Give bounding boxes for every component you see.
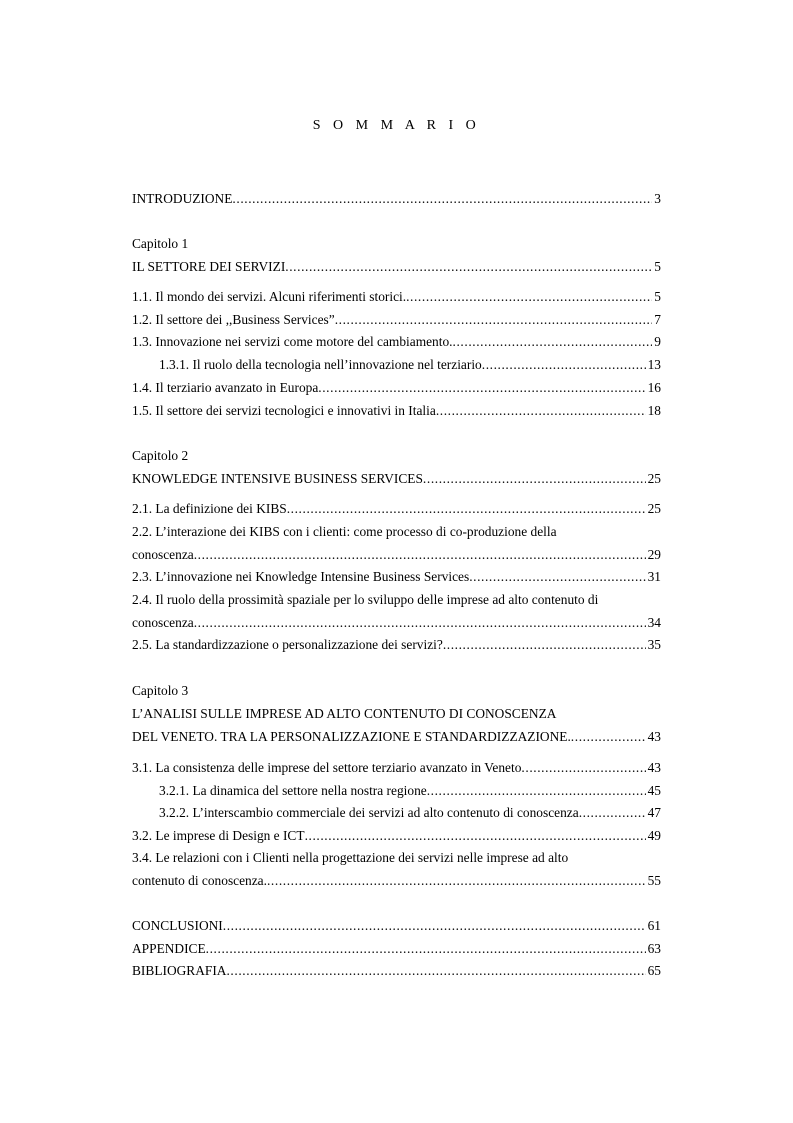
toc-page-number: 18 bbox=[647, 403, 661, 418]
dot-leader bbox=[571, 727, 646, 747]
toc-entry-first-line[interactable]: 2.2. L’interazione dei KIBS con i clienti: come processo di co-produzione della bbox=[132, 524, 557, 539]
toc-label: APPENDICE bbox=[132, 941, 206, 956]
dot-leader bbox=[305, 826, 646, 846]
dot-leader bbox=[194, 545, 646, 565]
dot-leader bbox=[579, 803, 646, 823]
dot-leader bbox=[285, 257, 652, 277]
toc-page-number: 7 bbox=[654, 312, 661, 327]
dot-leader bbox=[521, 758, 645, 778]
toc-page-number: 45 bbox=[647, 783, 661, 798]
toc-entry[interactable] bbox=[132, 499, 661, 519]
toc-entry[interactable] bbox=[132, 332, 661, 352]
toc-entry[interactable] bbox=[132, 287, 661, 307]
toc-page-number: 43 bbox=[647, 729, 661, 744]
toc-page-number: 61 bbox=[647, 918, 661, 933]
dot-leader bbox=[335, 310, 653, 330]
toc-page-number: 55 bbox=[647, 873, 661, 888]
toc-page-number: 13 bbox=[647, 357, 661, 372]
toc-chapter-title[interactable] bbox=[132, 257, 661, 277]
toc-entry[interactable] bbox=[132, 826, 661, 846]
dot-leader bbox=[427, 781, 646, 801]
toc-entry[interactable] bbox=[132, 758, 661, 778]
toc-subentry[interactable] bbox=[159, 355, 661, 375]
toc-chapter-title[interactable] bbox=[132, 727, 661, 747]
toc-label: CONCLUSIONI bbox=[132, 918, 223, 933]
toc-label: INTRODUZIONE bbox=[132, 191, 233, 206]
toc-entry[interactable] bbox=[132, 871, 661, 891]
toc-subentry[interactable] bbox=[159, 803, 661, 823]
toc-label: KNOWLEDGE INTENSIVE BUSINESS SERVICES bbox=[132, 471, 423, 486]
toc-page-number: 5 bbox=[654, 289, 661, 304]
toc-label: 1.4. Il terziario avanzato in Europa bbox=[132, 380, 319, 395]
toc-entry-first-line[interactable]: 3.4. Le relazioni con i Clienti nella progettazione dei servizi nelle imprese ad alto bbox=[132, 850, 569, 865]
toc-page-number: 3 bbox=[654, 191, 661, 206]
toc-page-number: 16 bbox=[647, 380, 661, 395]
chapter-heading: Capitolo 1 bbox=[132, 236, 189, 251]
toc-page-number: 63 bbox=[647, 941, 661, 956]
dot-leader bbox=[267, 871, 646, 891]
toc-page-number: 34 bbox=[647, 615, 661, 630]
toc-label: 1.5. Il settore dei servizi tecnologici e innovativi in Italia bbox=[132, 403, 436, 418]
toc-chapter-title-first-line[interactable]: L’ANALISI SULLE IMPRESE AD ALTO CONTENUTO DI CONOSCENZA bbox=[132, 706, 557, 721]
toc-entry-appendix[interactable] bbox=[132, 939, 661, 959]
chapter-heading: Capitolo 3 bbox=[132, 683, 189, 698]
chapter-heading: Capitolo 2 bbox=[132, 448, 189, 463]
toc-entry-bibliography[interactable] bbox=[132, 961, 661, 981]
toc-entry[interactable] bbox=[132, 310, 661, 330]
toc-entry[interactable] bbox=[132, 613, 661, 633]
toc-label: BIBLIOGRAFIA bbox=[132, 963, 227, 978]
dot-leader bbox=[453, 332, 653, 352]
toc-label: 3.2.1. La dinamica del settore nella nostra regione bbox=[159, 783, 427, 798]
dot-leader bbox=[206, 939, 646, 959]
toc-entry-conclusions[interactable] bbox=[132, 916, 661, 936]
toc-label: contenuto di conoscenza. bbox=[132, 873, 267, 888]
page-title: S O M M A R I O bbox=[312, 118, 481, 133]
toc-entry[interactable] bbox=[132, 635, 661, 655]
dot-leader bbox=[482, 355, 646, 375]
toc-entry[interactable] bbox=[132, 401, 661, 421]
dot-leader bbox=[232, 189, 652, 209]
dot-leader bbox=[406, 287, 652, 307]
toc-page-number: 25 bbox=[647, 471, 661, 486]
toc-page-number: 9 bbox=[654, 334, 661, 349]
toc-label: 2.5. La standardizzazione o personalizzazione dei servizi? bbox=[132, 637, 443, 652]
toc-subentry[interactable] bbox=[159, 781, 661, 801]
toc-page-number: 65 bbox=[647, 963, 661, 978]
toc-label: 1.1. Il mondo dei servizi. Alcuni riferimenti storici. bbox=[132, 289, 407, 304]
dot-leader bbox=[223, 916, 646, 936]
toc-entry[interactable] bbox=[132, 378, 661, 398]
toc-label: 1.3. Innovazione nei servizi come motore del cambiamento. bbox=[132, 334, 453, 349]
toc-page-number: 25 bbox=[647, 501, 661, 516]
toc-label: 3.2.2. L’interscambio commerciale dei servizi ad alto contenuto di conoscenza bbox=[159, 805, 579, 820]
toc-entry[interactable] bbox=[132, 545, 661, 565]
toc-label: 1.3.1. Il ruolo della tecnologia nell’innovazione nel terziario bbox=[159, 357, 482, 372]
toc-page-number: 47 bbox=[647, 805, 661, 820]
dot-leader bbox=[226, 961, 645, 981]
toc-label: 3.1. La consistenza delle imprese del settore terziario avanzato in Veneto bbox=[132, 760, 522, 775]
toc-page-number: 29 bbox=[647, 547, 661, 562]
toc-page-number: 5 bbox=[654, 259, 661, 274]
dot-leader bbox=[436, 401, 646, 421]
toc-page-number: 35 bbox=[647, 637, 661, 652]
dot-leader bbox=[194, 613, 646, 633]
toc-label: IL SETTORE DEI SERVIZI bbox=[132, 259, 286, 274]
dot-leader bbox=[423, 469, 646, 489]
toc-entry[interactable] bbox=[132, 567, 661, 587]
toc-label: 2.3. L’innovazione nei Knowledge Intensine Business Services bbox=[132, 569, 470, 584]
toc-label: 3.2. Le imprese di Design e ICT bbox=[132, 828, 305, 843]
toc-label: 2.1. La definizione dei KIBS bbox=[132, 501, 287, 516]
dot-leader bbox=[287, 499, 646, 519]
toc-page-number: 49 bbox=[647, 828, 661, 843]
toc-label: conoscenza bbox=[132, 547, 194, 562]
toc-page-number: 43 bbox=[647, 760, 661, 775]
toc-label: DEL VENETO. TRA LA PERSONALIZZAZIONE E STANDARDIZZAZIONE. bbox=[132, 729, 571, 744]
toc-label: conoscenza bbox=[132, 615, 194, 630]
toc-label: 1.2. Il settore dei ,,Business Services” bbox=[132, 312, 335, 327]
dot-leader bbox=[443, 635, 646, 655]
dot-leader bbox=[318, 378, 645, 398]
toc-page-number: 31 bbox=[647, 569, 661, 584]
toc-entry-intro[interactable] bbox=[132, 189, 661, 209]
toc-entry-first-line[interactable]: 2.4. Il ruolo della prossimità spaziale per lo sviluppo delle imprese ad alto contenuto di bbox=[132, 592, 599, 607]
toc-chapter-title[interactable] bbox=[132, 469, 661, 489]
dot-leader bbox=[469, 567, 645, 587]
